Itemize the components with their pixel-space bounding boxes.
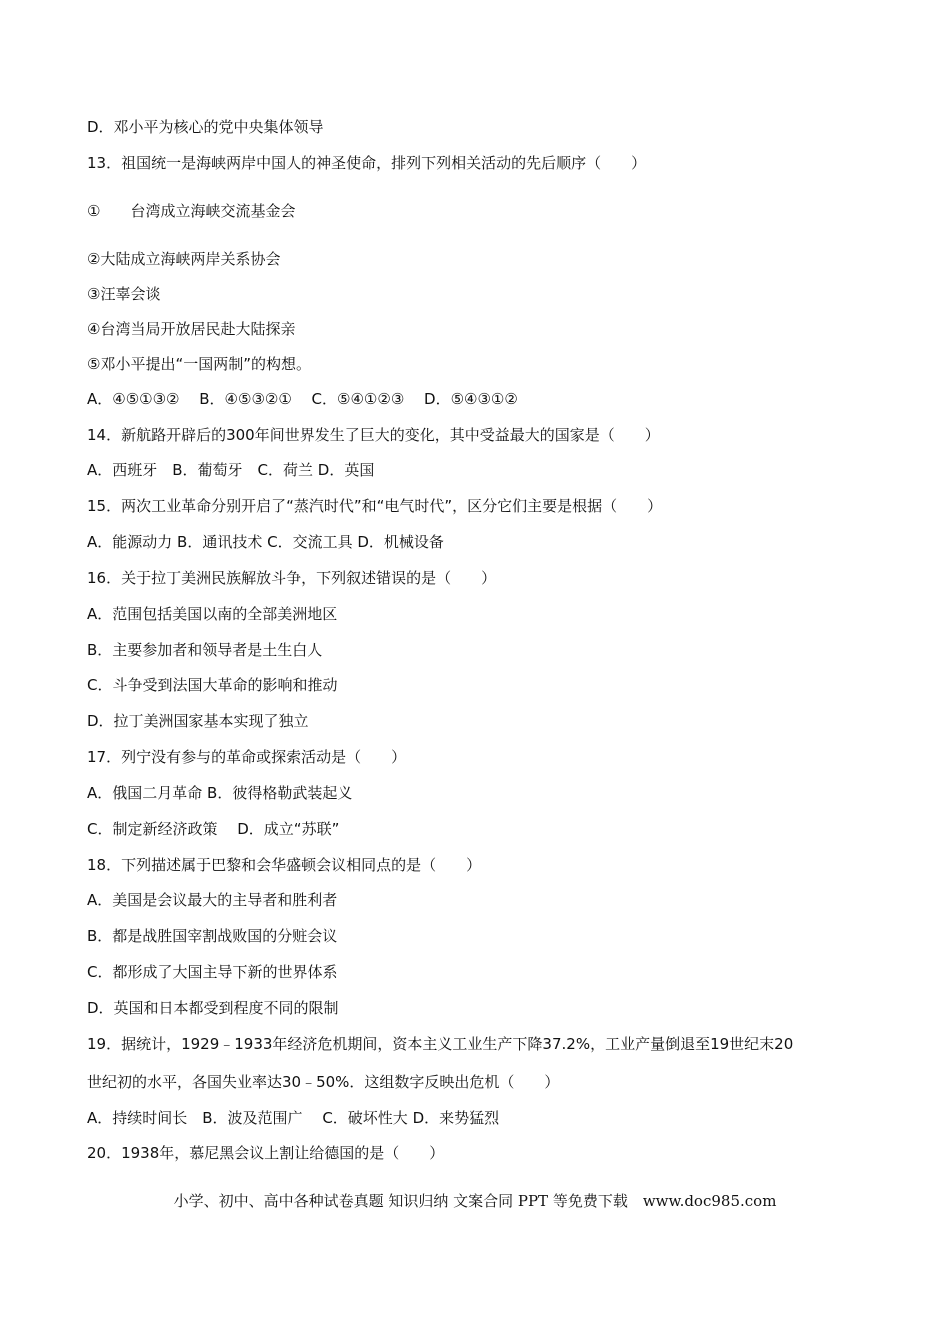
options-ab-q17: A．俄国二月革命 B．彼得格勒武装起义 (87, 784, 353, 802)
options-q19: A．持续时间长 B．波及范围广 C．破坏性大 D．来势猛烈 (87, 1109, 500, 1127)
question-16: 16．关于拉丁美洲民族解放斗争，下列叙述错误的是（ ） (87, 569, 497, 587)
question-19-line1: 19．据统计，1929﹣1933年经济危机期间，资本主义工业生产下降37.2%，工业产量倒退至19世纪末20 (87, 1035, 794, 1053)
option-a-q18: A．美国是会议最大的主导者和胜利者 (87, 891, 338, 909)
page-footer: 小学、初中、高中各种试卷真题 知识归纳 文案合同 PPT 等免费下载 www.doc985.com (173, 1192, 777, 1210)
options-cd-q17: C．制定新经济政策 D．成立“苏联” (87, 820, 340, 838)
option-a-q16: A．范围包括美国以南的全部美洲地区 (87, 605, 338, 623)
question-13: 13．祖国统一是海峡两岸中国人的神圣使命，排列下列相关活动的先后顺序（ ） (87, 154, 647, 172)
item-1: ① 台湾成立海峡交流基金会 (87, 202, 296, 220)
item-3: ③汪辜会谈 (87, 285, 161, 303)
options-q15: A．能源动力 B．通讯技术 C．交流工具 D．机械设备 (87, 533, 444, 551)
question-17: 17．列宁没有参与的革命或探索活动是（ ） (87, 748, 407, 766)
options-q13: A．④⑤①③② B．④⑤③②① C．⑤④①②③ D．⑤④③①② (87, 390, 518, 408)
option-b-q18: B．都是战胜国宰割战败国的分赃会议 (87, 927, 338, 945)
item-2: ②大陆成立海峡两岸关系协会 (87, 250, 281, 268)
question-15: 15．两次工业革命分别开启了“蒸汽时代”和“电气时代”，区分它们主要是根据（ ） (87, 497, 663, 515)
option-b-q16: B．主要参加者和领导者是土生白人 (87, 641, 323, 659)
question-18: 18．下列描述属于巴黎和会华盛顿会议相同点的是（ ） (87, 856, 482, 874)
question-20: 20．1938年，慕尼黑会议上割让给德国的是（ ） (87, 1144, 445, 1162)
question-19-line2: 世纪初的水平，各国失业率达30﹣50%．这组数字反映出危机（ ） (87, 1073, 560, 1091)
item-5: ⑤邓小平提出“一国两制”的构想。 (87, 355, 311, 373)
option-d-q12: D．邓小平为核心的党中央集体领导 (87, 118, 324, 136)
question-14: 14．新航路开辟后的300年间世界发生了巨大的变化，其中受益最大的国家是（ ） (87, 426, 660, 444)
option-c-q16: C．斗争受到法国大革命的影响和推动 (87, 676, 338, 694)
option-d-q16: D．拉丁美洲国家基本实现了独立 (87, 712, 309, 730)
item-4: ④台湾当局开放居民赴大陆探亲 (87, 320, 296, 338)
options-q14: A．西班牙 B．葡萄牙 C．荷兰 D．英国 (87, 461, 375, 479)
option-d-q18: D．英国和日本都受到程度不同的限制 (87, 999, 339, 1017)
option-c-q18: C．都形成了大国主导下新的世界体系 (87, 963, 338, 981)
